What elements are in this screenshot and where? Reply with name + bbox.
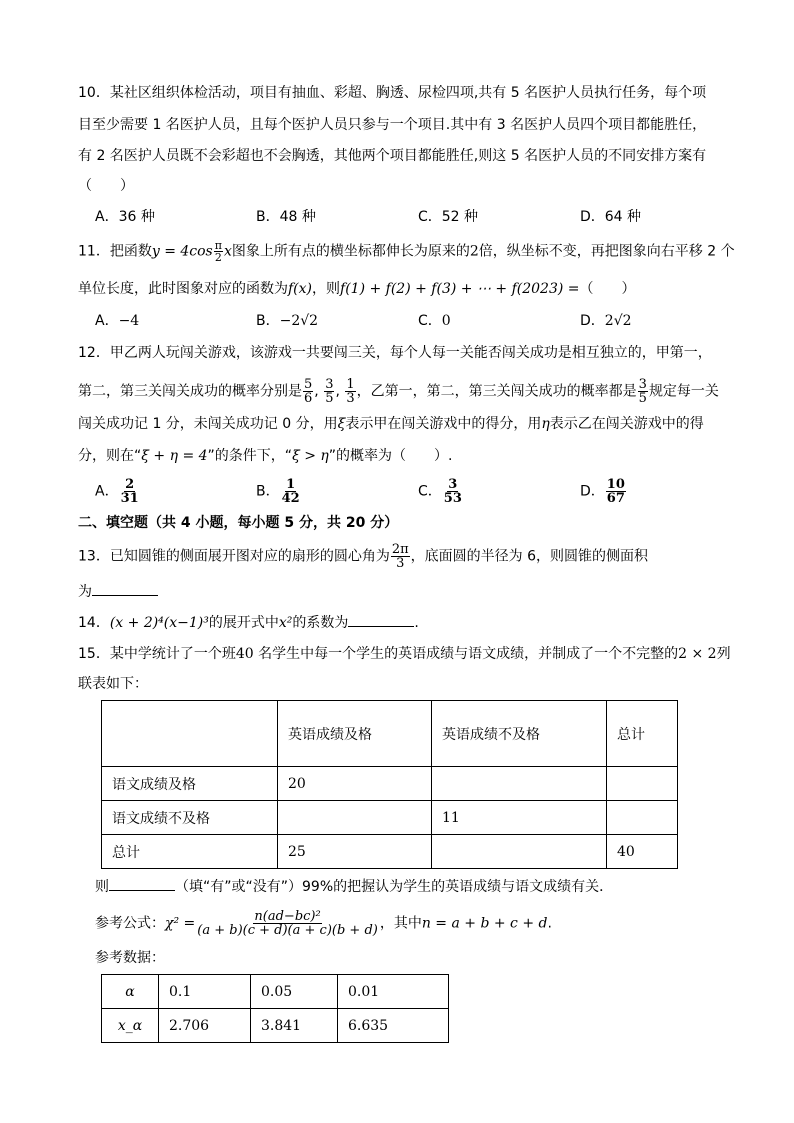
q12-option-d-num: 10: [606, 477, 625, 492]
q10-line2: 目至少需要 1 名医护人员，且每个医护人员只参与一个项目.其中有 3 名医护人员四个项目都能胜任，: [78, 117, 707, 133]
q12-p4-num: 3: [638, 377, 647, 392]
reference-row-alpha: [102, 975, 449, 1009]
reference-cell: 3.841: [251, 1009, 338, 1043]
q11-option-d: [580, 311, 632, 331]
q12-eta: η: [541, 416, 550, 432]
q12-line4: [78, 446, 453, 466]
q12-p2: [324, 378, 334, 405]
q12-option-b-num: 1: [286, 477, 296, 492]
reference-cell: 0.1: [159, 975, 251, 1009]
q14-term: x²: [278, 615, 293, 631]
q15-text-c: 列: [716, 646, 731, 662]
q12-text-a: 第二，第三关闯关成功的概率分别是: [78, 383, 302, 400]
formula-n: n = a + b + c + d: [421, 915, 548, 932]
q12-p2-den: 5: [325, 391, 334, 406]
q12-option-c: [418, 478, 464, 505]
formula-frac: [196, 910, 379, 937]
table-cell: 语文成绩及格: [102, 767, 278, 801]
q10-line4: （ ）: [78, 178, 134, 194]
q12-p3-num: 1: [346, 377, 355, 392]
table-cell: [278, 801, 432, 835]
q10-line3: 有 2 名医护人员既不会彩超也不会胸透，其他两个项目都能胜任,则这 5 名医护人员的不同安排方案有: [78, 148, 707, 164]
q14-text-mid: 的展开式中: [208, 615, 279, 631]
q12-option-c-num: 3: [448, 477, 458, 492]
q10-option-a: A．36 种: [95, 209, 155, 225]
q12-line3: [78, 414, 704, 434]
q12-option-d: [580, 478, 627, 505]
contingency-header-row: [102, 701, 678, 767]
q12-p4: [638, 378, 648, 405]
q12-text-h: ”的条件下，“: [207, 448, 293, 464]
q11-two: 2: [469, 243, 479, 260]
q11-line2: [78, 279, 636, 299]
q13-text-b: ，底面圆的半径为 6，则圆锥的侧面积: [410, 548, 649, 565]
q12-option-d-frac: [606, 478, 626, 505]
section-heading: 二、填空题（共 4 小题，每小题 5 分，共 20 分）: [78, 515, 399, 531]
table-cell: 总计: [102, 835, 278, 869]
q11-option-d-label: D．: [580, 313, 605, 329]
q12-p1-den: 6: [304, 391, 313, 406]
q15-count: 40: [235, 646, 254, 662]
q11-option-d-value: 2√2: [604, 313, 632, 329]
q12-text-i: ”的概率为（ ）.: [328, 448, 453, 464]
q12-option-c-frac: [443, 478, 463, 505]
q14-prefix: 14．: [78, 615, 110, 631]
formula-den: (a + b)(c + d)(a + c)(b + d): [197, 923, 378, 938]
q15-line2: 联表如下：: [78, 676, 148, 692]
q14-end: .: [414, 615, 419, 631]
q12-text-c: 规定每一关: [648, 383, 719, 400]
q12-option-b-label: B．: [256, 483, 280, 500]
q12-option-b: [256, 478, 302, 505]
q10-option-b: B．48 种: [256, 209, 316, 225]
q12-option-d-den: 67: [606, 491, 625, 506]
formula-end: .: [547, 915, 552, 932]
table-row: [102, 767, 678, 801]
q11-fx: f(x): [288, 281, 313, 297]
table-cell: 11: [432, 801, 607, 835]
q15-data-label: 参考数据：: [95, 950, 165, 966]
q11-text-e: ，则: [312, 281, 341, 297]
q12-p1-num: 5: [304, 377, 313, 392]
table-cell: 25: [278, 835, 432, 869]
formula-where: ，其中: [379, 915, 422, 932]
q11-text-d: 单位长度，此时图象对应的函数为: [78, 281, 288, 297]
table-cell: 40: [607, 835, 678, 869]
q15-answer-blank[interactable]: [109, 876, 175, 891]
reference-cell: 2.706: [159, 1009, 251, 1043]
q11-option-b-label: B．: [256, 313, 280, 329]
table-cell: [607, 767, 678, 801]
formula-chi: χ² =: [165, 915, 196, 932]
q12-text-f: 表示乙在闯关游戏中的得: [549, 416, 704, 432]
q14-expression: (x + 2)⁴(x−1)³: [109, 615, 209, 631]
q13-line2: [78, 581, 158, 602]
q10-option-d: D．64 种: [580, 209, 642, 225]
q12-line2: 第二，第三关闯关成功的概率分别是 $\frac{5}{6}$ , $\frac{3}{5}$ , $\frac{1}{3}$ ，乙第一，第二，第三关闯关成功的概率都是 $\frac{3}{5}$ 规定每一关: [78, 377, 719, 406]
q13-angle-num: 2π: [391, 542, 409, 557]
contingency-header-cell: 总计: [607, 701, 678, 767]
q10-line1: 10．某社区组织体检活动，项目有抽血、彩超、胸透、尿检四项,共有 5 名医护人员执行任务，每个项: [78, 85, 707, 101]
reference-cell: α: [102, 975, 159, 1009]
q12-condition: ξ + η = 4: [141, 448, 208, 464]
q15-text-b: 名学生中每一个学生的英语成绩与语文成绩，并制成了一个不完整的: [253, 646, 679, 662]
table-cell: 20: [278, 767, 432, 801]
q12-option-d-label: D．: [580, 483, 605, 500]
table-row: [102, 801, 678, 835]
q12-option-b-frac: [281, 478, 301, 505]
table-cell: [432, 767, 607, 801]
table-cell: 语文成绩不及格: [102, 801, 278, 835]
q12-xi: ξ: [337, 416, 346, 432]
q11-text-a: 11．把函数: [78, 243, 152, 260]
q11-frac-den: 2: [214, 251, 222, 264]
q15-answer-line: [95, 876, 613, 897]
q12-option-c-label: C．: [418, 483, 442, 500]
reference-cell: 0.05: [251, 975, 338, 1009]
q15-line1: [78, 644, 731, 664]
q11-option-c-label: C．: [418, 313, 442, 329]
reference-cell: x_α: [102, 1009, 159, 1043]
q15-dim: 2 × 2: [678, 646, 717, 662]
q11-option-b-value: −2√2: [279, 313, 319, 329]
q11-line1: [78, 240, 735, 263]
q15-text-d: 则: [95, 879, 109, 895]
q11-func-x: x: [223, 243, 232, 260]
q11-sum: f(1) + f(2) + f(3) + ⋯ + f(2023) =: [340, 281, 580, 297]
q12-text-g: 分，则在“: [78, 448, 142, 464]
q12-p3: [345, 378, 355, 405]
q14-text-suffix: 的系数为: [292, 615, 349, 631]
q12-event: ξ > η: [292, 448, 329, 464]
q11-frac-num: π: [214, 239, 222, 252]
reference-cell: 0.01: [338, 975, 449, 1009]
q11-text-f: （ ）: [579, 281, 636, 297]
formula-num: n(ad−bc)²: [254, 909, 321, 924]
q10-option-c: C．52 种: [418, 209, 479, 225]
q12-option-a-num: 2: [125, 477, 135, 492]
q11-option-c: [418, 311, 451, 331]
q15-text-a: 15．某中学统计了一个班: [78, 646, 236, 662]
q12-text-d: 闯关成功记 1 分，未闯关成功记 0 分，用: [78, 416, 338, 432]
q13-answer-blank[interactable]: [92, 581, 158, 596]
q13-line1: [78, 543, 648, 570]
contingency-header-cell: 英语成绩不及格: [432, 701, 607, 767]
q15-text-e: （填“有”或“没有”）99%的把握认为学生的英语成绩与语文成绩有关．: [175, 879, 614, 895]
q12-p2-num: 3: [325, 377, 334, 392]
q12-p4-den: 5: [638, 391, 647, 406]
q15-formula-line: [95, 910, 552, 937]
q12-option-b-den: 42: [281, 491, 300, 506]
q12-option-c-den: 53: [443, 491, 462, 506]
q11-option-b: [256, 311, 318, 331]
q12-p3-den: 3: [346, 391, 355, 406]
q12-option-a-frac: [120, 478, 140, 505]
q12-option-a-den: 31: [120, 491, 139, 506]
q14-answer-blank[interactable]: [348, 612, 414, 627]
q14-line: [78, 612, 419, 633]
contingency-table: [101, 700, 678, 869]
contingency-header-cell: 英语成绩及格: [278, 701, 432, 767]
q13-angle-den: 3: [396, 556, 405, 571]
formula-label: 参考公式：: [95, 915, 165, 932]
q11-text-b: 图象上所有点的横坐标都伸长为原来的: [231, 243, 470, 260]
table-cell: [607, 801, 678, 835]
q13-text-a: 13．已知圆锥的侧面展开图对应的扇形的圆心角为: [78, 548, 390, 565]
q11-option-a: [95, 311, 139, 331]
q11-func: y = 4cos: [151, 243, 213, 260]
q12-option-a: [95, 478, 141, 505]
q11-option-a-label: A．: [95, 313, 119, 329]
q13-angle: [391, 543, 410, 570]
reference-cell: 6.635: [338, 1009, 449, 1043]
q12-text-e: 表示甲在闯关游戏中的得分，用: [345, 416, 542, 432]
table-row: [102, 835, 678, 869]
q12-text-b: ，乙第一，第二，第三关闯关成功的概率都是: [356, 383, 637, 400]
q12-line1: 12．甲乙两人玩闯关游戏，该游戏一共要闯三关，每个人每一关能否闯关成功是相互独立的，甲第一，: [78, 345, 712, 361]
reference-table: [101, 974, 449, 1043]
q11-text-c: 倍，纵坐标不变，再把图象向右平移 2 个: [478, 243, 735, 260]
q11-option-c-value: 0: [441, 313, 451, 329]
contingency-header-cell: [102, 701, 278, 767]
q12-option-a-label: A．: [95, 483, 119, 500]
q11-frac: [214, 240, 223, 263]
q11-option-a-value: −4: [118, 313, 140, 329]
reference-row-x: [102, 1009, 449, 1043]
q13-text-c: 为: [78, 584, 92, 600]
table-cell: [432, 835, 607, 869]
q12-p1: [303, 378, 313, 405]
